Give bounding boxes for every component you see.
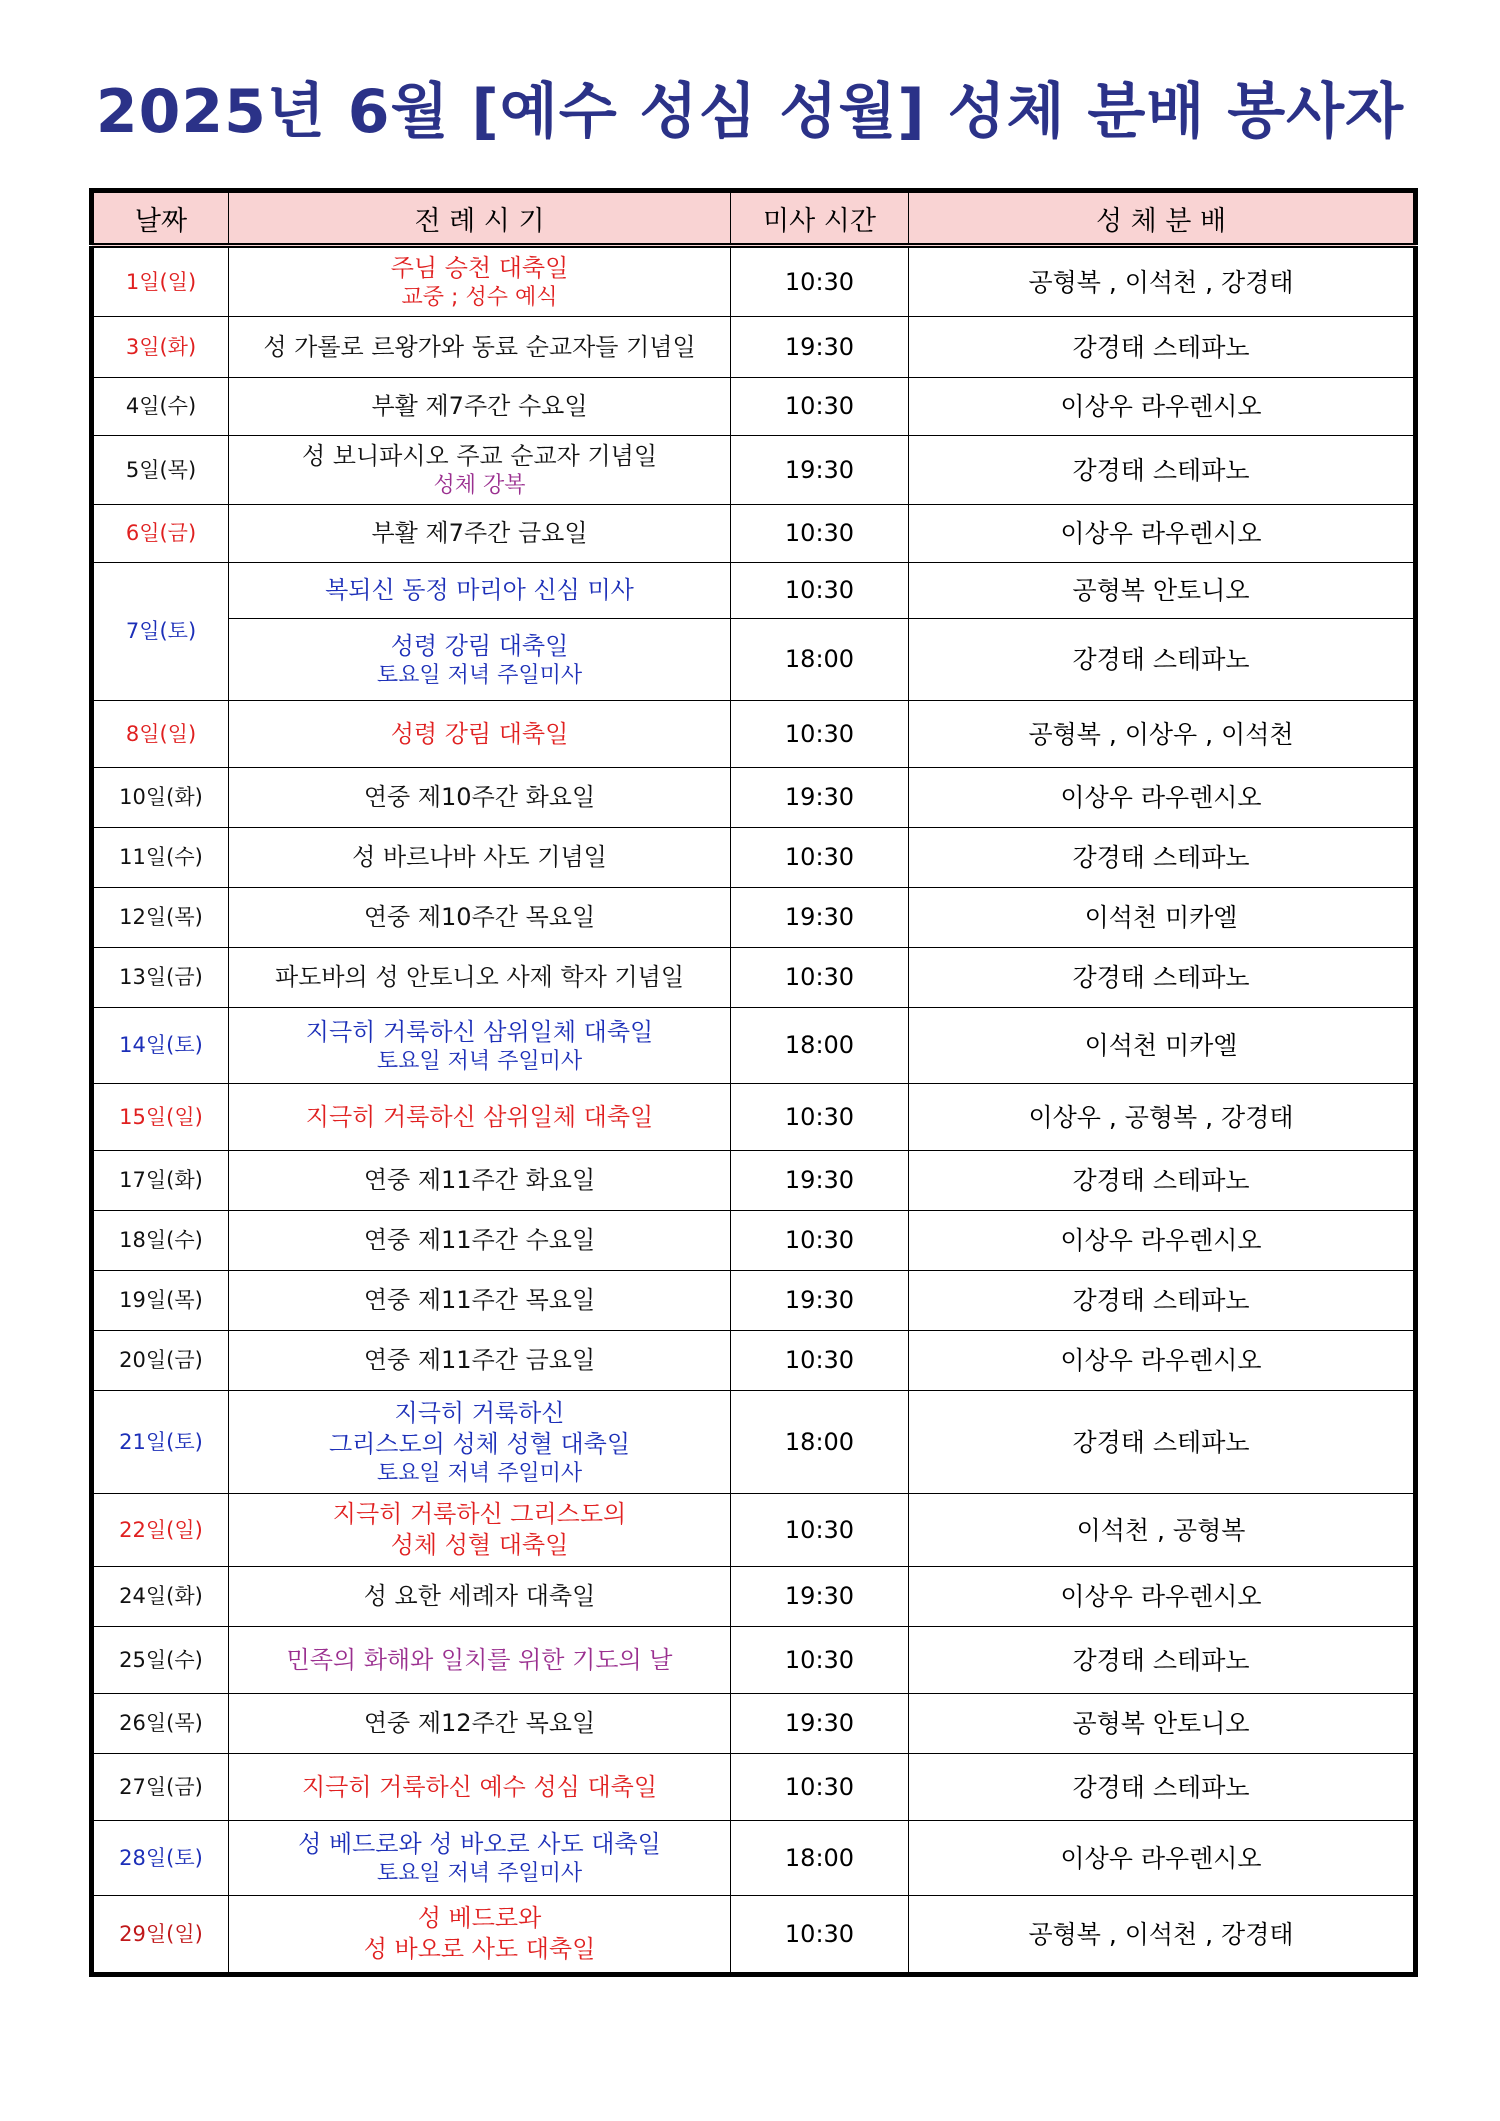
cell-liturgy [229,1391,731,1494]
liturgy-line: 지극히 거룩하신 삼위일체 대축일 [305,1017,654,1046]
table-row [92,1567,1416,1627]
cell-liturgy [229,505,731,563]
cell-liturgy [229,701,731,768]
cell-time: 19:30 [731,436,909,505]
cell-time: 10:30 [731,1331,909,1391]
liturgy-line: 연중 제11주간 금요일 [363,1346,596,1374]
cell-liturgy [229,1271,731,1331]
table-row [92,317,1416,378]
cell-liturgy [229,1211,731,1271]
cell-date: 20일(금) [92,1331,229,1391]
liturgy-line: 성령 강림 대축일 [390,719,569,748]
table-row [92,1271,1416,1331]
cell-liturgy [229,1627,731,1694]
table-row [92,1627,1416,1694]
cell-liturgy [229,1331,731,1391]
table-row [92,1211,1416,1271]
liturgy-line: 성령 강림 대축일 [390,631,569,660]
table-row [92,701,1416,768]
cell-distribution: 이상우 라우렌시오 [909,768,1416,828]
table-row [92,1151,1416,1211]
cell-date: 18일(수) [92,1211,229,1271]
cell-time: 10:30 [731,1211,909,1271]
liturgy-line: 지극히 거룩하신 [394,1398,565,1427]
cell-distribution: 이석천 , 공형복 [909,1494,1416,1567]
schedule-table-wrapper [89,188,1413,1977]
liturgy-line: 성 바오로 사도 대축일 [363,1935,596,1963]
liturgy-line: 성 가롤로 르왕가와 동료 순교자들 기념일 [263,332,696,361]
header-distribution: 성 체 분 배 [909,191,1416,246]
table-row [92,1008,1416,1084]
cell-liturgy [229,1008,731,1084]
cell-date: 6일(금) [92,505,229,563]
liturgy-line: 성 베드로와 성 바오로 사도 대축일 [298,1830,661,1858]
cell-distribution: 이상우 라우렌시오 [909,1567,1416,1627]
cell-time: 19:30 [731,1151,909,1211]
cell-distribution: 강경태 스테파노 [909,1391,1416,1494]
cell-time: 10:30 [731,563,909,619]
cell-liturgy [229,1567,731,1627]
cell-date: 13일(금) [92,948,229,1008]
cell-distribution: 강경태 스테파노 [909,436,1416,505]
liturgy-line: 연중 제10주간 목요일 [363,903,596,931]
cell-distribution: 공형복 , 이석천 , 강경태 [909,246,1416,317]
cell-liturgy [229,317,731,378]
cell-distribution: 공형복 안토니오 [909,563,1416,619]
cell-distribution: 공형복 , 이석천 , 강경태 [909,1896,1416,1975]
liturgy-line: 토요일 저녁 주일미사 [376,1048,583,1074]
cell-liturgy [229,563,731,619]
cell-distribution: 이상우 라우렌시오 [909,1331,1416,1391]
cell-distribution: 이상우 라우렌시오 [909,505,1416,563]
cell-liturgy [229,378,731,436]
cell-date: 25일(수) [92,1627,229,1694]
cell-date: 19일(목) [92,1271,229,1331]
table-row [92,563,1416,619]
cell-date: 14일(토) [92,1008,229,1084]
cell-time: 19:30 [731,317,909,378]
cell-date: 7일(토) [92,563,229,701]
cell-liturgy [229,1084,731,1151]
table-row [92,768,1416,828]
liturgy-line: 주님 승천 대축일 [390,254,569,282]
cell-liturgy [229,1754,731,1821]
liturgy-line: 성체 강복 [433,473,526,498]
liturgy-line: 연중 제10주간 화요일 [363,783,596,811]
table-row [92,1694,1416,1754]
table-header-row [92,191,1416,246]
liturgy-line: 성체 성혈 대축일 [390,1531,569,1559]
cell-time: 10:30 [731,1084,909,1151]
liturgy-line: 성 바르나바 사도 기념일 [352,843,607,871]
cell-liturgy [229,1494,731,1567]
cell-distribution: 이상우 라우렌시오 [909,378,1416,436]
cell-time: 18:00 [731,1821,909,1896]
cell-distribution: 강경태 스테파노 [909,828,1416,888]
table-row [92,948,1416,1008]
cell-date: 5일(목) [92,436,229,505]
liturgy-line: 연중 제11주간 화요일 [363,1166,596,1194]
cell-time: 19:30 [731,1271,909,1331]
cell-date: 12일(목) [92,888,229,948]
liturgy-line: 성 요한 세례자 대축일 [363,1582,596,1610]
liturgy-line: 지극히 거룩하신 그리스도의 [332,1500,627,1528]
cell-date: 24일(화) [92,1567,229,1627]
cell-liturgy [229,1821,731,1896]
liturgy-line: 연중 제12주간 목요일 [363,1709,596,1737]
liturgy-line: 민족의 화해와 일치를 위한 기도의 날 [286,1645,673,1674]
cell-date: 22일(일) [92,1494,229,1567]
cell-time: 10:30 [731,1494,909,1567]
cell-time: 10:30 [731,1754,909,1821]
cell-time: 10:30 [731,246,909,317]
table-row [92,888,1416,948]
cell-distribution: 이석천 미카엘 [909,1008,1416,1084]
liturgy-line: 지극히 거룩하신 삼위일체 대축일 [305,1102,654,1131]
cell-time: 10:30 [731,1627,909,1694]
table-row [92,1896,1416,1975]
table-row [92,1391,1416,1494]
table-row [92,1754,1416,1821]
cell-liturgy [229,948,731,1008]
cell-date: 26일(목) [92,1694,229,1754]
table-row [92,1821,1416,1896]
header-liturgy: 전 례 시 기 [229,191,731,246]
cell-date: 8일(일) [92,701,229,768]
cell-liturgy [229,888,731,948]
cell-distribution: 공형복 , 이상우 , 이석천 [909,701,1416,768]
cell-time: 19:30 [731,888,909,948]
table-row [92,505,1416,563]
cell-time: 10:30 [731,1896,909,1975]
cell-liturgy [229,619,731,701]
header-date: 날짜 [92,191,229,246]
cell-distribution: 강경태 스테파노 [909,948,1416,1008]
cell-date: 27일(금) [92,1754,229,1821]
cell-distribution: 이상우 라우렌시오 [909,1211,1416,1271]
cell-time: 19:30 [731,1694,909,1754]
cell-distribution: 강경태 스테파노 [909,317,1416,378]
cell-distribution: 이석천 미카엘 [909,888,1416,948]
liturgy-line: 연중 제11주간 수요일 [363,1226,596,1254]
liturgy-line: 토요일 저녁 주일미사 [376,662,583,688]
cell-liturgy [229,436,731,505]
cell-liturgy [229,1151,731,1211]
cell-liturgy [229,1694,731,1754]
cell-time: 10:30 [731,828,909,888]
cell-date: 4일(수) [92,378,229,436]
liturgy-line: 연중 제11주간 목요일 [363,1286,596,1314]
table-row [92,1084,1416,1151]
cell-distribution: 공형복 안토니오 [909,1694,1416,1754]
schedule-table [89,188,1418,1977]
cell-distribution: 강경태 스테파노 [909,1627,1416,1694]
page-title: 2025년 6월 [예수 성심 성월] 성체 분배 봉사자 [95,77,1405,147]
cell-date: 3일(화) [92,317,229,378]
cell-distribution: 이상우 라우렌시오 [909,1821,1416,1896]
cell-time: 10:30 [731,378,909,436]
liturgy-line: 성 베드로와 [417,1904,542,1932]
cell-liturgy [229,828,731,888]
liturgy-line: 교중 ; 성수 예식 [401,285,558,310]
liturgy-line: 토요일 저녁 주일미사 [376,1460,583,1486]
liturgy-line: 부활 제7주간 금요일 [371,519,588,547]
liturgy-line: 그리스도의 성체 성혈 대축일 [328,1429,631,1458]
cell-liturgy [229,768,731,828]
cell-date: 15일(일) [92,1084,229,1151]
cell-date: 1일(일) [92,246,229,317]
liturgy-line: 복되신 동정 마리아 신심 미사 [325,576,634,604]
header-time: 미사 시간 [731,191,909,246]
cell-distribution: 강경태 스테파노 [909,619,1416,701]
cell-date: 10일(화) [92,768,229,828]
table-row [92,828,1416,888]
cell-date: 11일(수) [92,828,229,888]
table-row [92,378,1416,436]
liturgy-line: 파도바의 성 안토니오 사제 학자 기념일 [274,963,685,991]
liturgy-line: 지극히 거룩하신 예수 성심 대축일 [301,1772,658,1801]
cell-time: 18:00 [731,1008,909,1084]
table-body [92,246,1416,1975]
liturgy-line: 부활 제7주간 수요일 [371,392,588,420]
cell-liturgy [229,1896,731,1975]
liturgy-line: 토요일 저녁 주일미사 [376,1861,583,1886]
table-row [92,436,1416,505]
cell-time: 19:30 [731,1567,909,1627]
cell-time: 19:30 [731,768,909,828]
cell-distribution: 이상우 , 공형복 , 강경태 [909,1084,1416,1151]
cell-time: 10:30 [731,701,909,768]
table-row [92,1331,1416,1391]
cell-distribution: 강경태 스테파노 [909,1271,1416,1331]
liturgy-line: 성 보니파시오 주교 순교자 기념일 [301,442,658,470]
cell-date: 28일(토) [92,1821,229,1896]
table-row [92,1494,1416,1567]
cell-date: 21일(토) [92,1391,229,1494]
cell-date: 17일(화) [92,1151,229,1211]
cell-liturgy [229,246,731,317]
cell-time: 18:00 [731,619,909,701]
cell-date: 29일(일) [92,1896,229,1975]
cell-time: 18:00 [731,1391,909,1494]
table-row [92,246,1416,317]
cell-distribution: 강경태 스테파노 [909,1151,1416,1211]
cell-time: 10:30 [731,505,909,563]
cell-distribution: 강경태 스테파노 [909,1754,1416,1821]
table-row [92,619,1416,701]
cell-time: 10:30 [731,948,909,1008]
